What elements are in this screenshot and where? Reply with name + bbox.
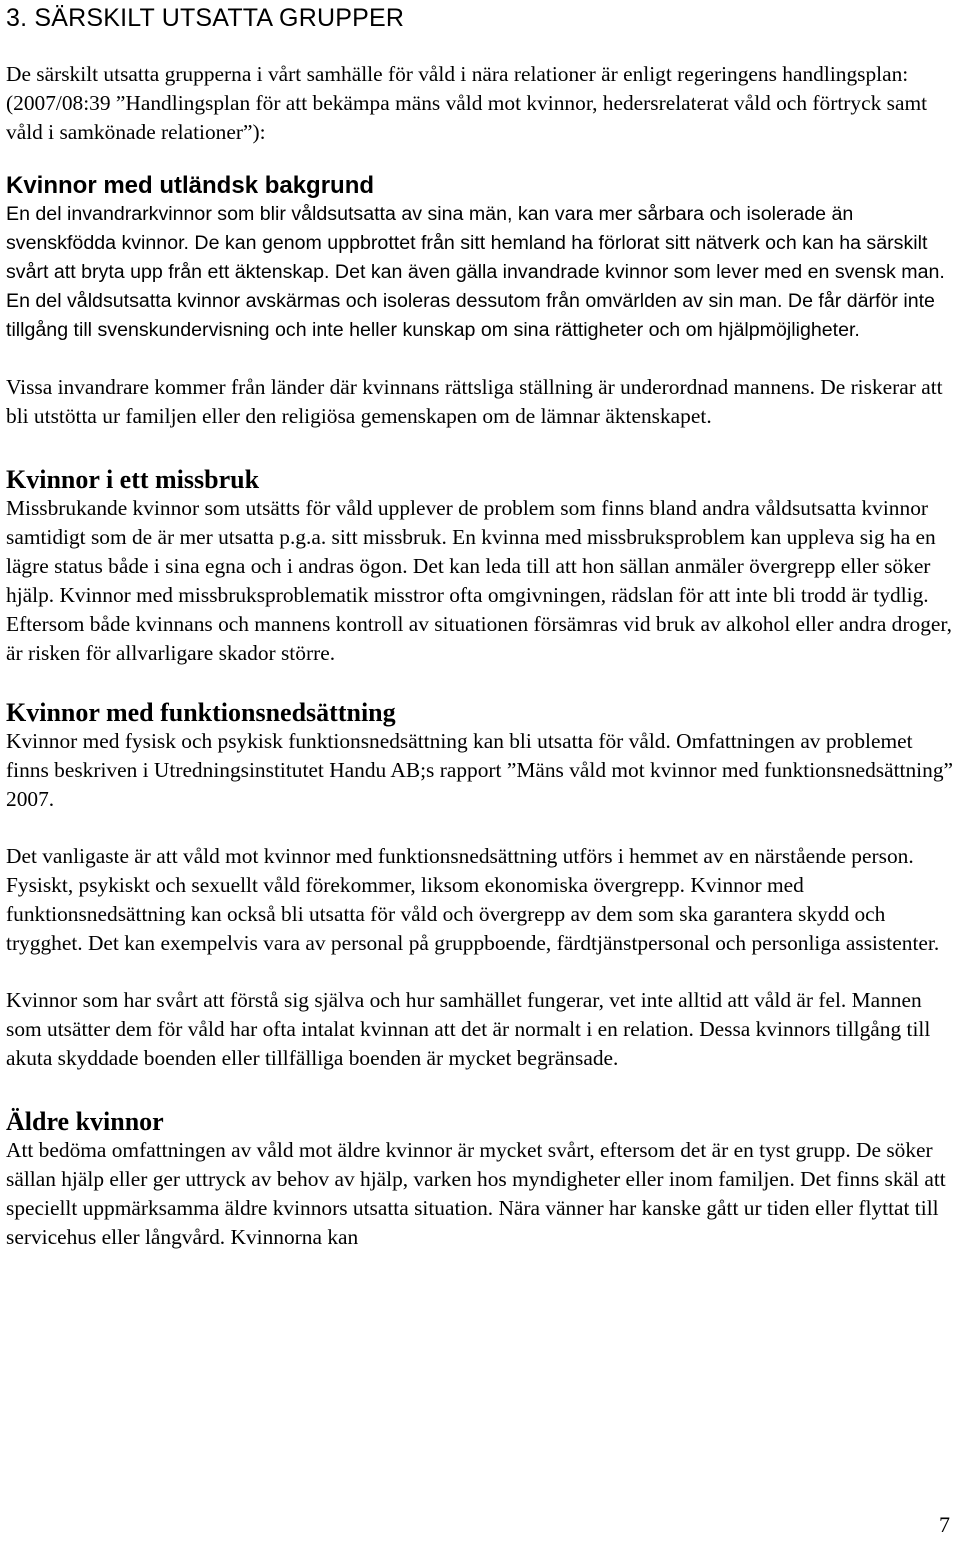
- section-paragraph: Kvinnor som har svårt att förstå sig själva och hur samhället fungerar, vet inte alltid att våld är fel. Mannen som utsätter dem för våld har ofta intalat kvinnan att det är normalt i en relation. Dessa kvinnors tillgång till akuta skyddade boenden eller tillfälliga boenden är mycket begränsade.: [6, 988, 931, 1070]
- section-paragraph: En del invandrarkvinnor som blir våldsutsatta av sina män, kan vara mer sårbara och isolerade än svenskfödda kvinnor. De kan genom uppbrottet från sitt hemland ha förlorat sitt nätverk och kan ha särskilt svårt att bryta upp från ett äktenskap. Det kan även gälla invandrade kvinnor som lever med en svensk man. En del våldsutsatta kvinnor avskärmas och isoleras dessutom från omvärlden av sin man. De får därför inte tillgång till svenskundervisning och inte heller kunskap om sina rättigheter och om hjälpmöjligheter.: [6, 203, 945, 341]
- section-heading-elderly-women: Äldre kvinnor: [6, 1107, 164, 1136]
- section-paragraph: Vissa invandrare kommer från länder där kvinnans rättsliga ställning är underordnad mannens. De riskerar att bli utstötta ur familjen eller den religiösa gemenskapen om de lämnar äktenskapet.: [6, 375, 943, 428]
- section-paragraph: Att bedöma omfattningen av våld mot äldre kvinnor är mycket svårt, eftersom det är en tyst grupp. De söker sällan hjälp eller ger uttryck av behov av hjälp, varken hos myndigheter eller inom familjen. Det finns skäl att speciellt uppmärksamma äldre kvinnors utsatta situation. Nära vänner har kanske gått ur tiden eller flyttat till servicehus eller långvård. Kvinnorna kan: [6, 1138, 946, 1249]
- chapter-title: 3. SÄRSKILT UTSATTA GRUPPER: [6, 4, 405, 32]
- intro-paragraph: De särskilt utsatta grupperna i vårt samhälle för våld i nära relationer är enligt regeringens handlingsplan: (2007/08:39 ”Handlingsplan för att bekämpa mäns våld mot kvinnor, hedersrelaterat våld och förtryck samt våld i samkönade relationer”):: [6, 62, 928, 144]
- document-page: [6, 0, 954, 1252]
- page-number: 7: [939, 1512, 950, 1537]
- section-paragraph: Kvinnor med fysisk och psykisk funktionsnedsättning kan bli utsatta för våld. Omfattningen av problemet finns beskriven i Utredningsinstitutet Handu AB;s rapport ”Mäns våld mot kvinnor med funktionsnedsättning” 2007.: [6, 729, 954, 811]
- section-heading-disability: Kvinnor med funktionsnedsättning: [6, 698, 396, 727]
- section-paragraph: Missbrukande kvinnor som utsätts för våld upplever de problem som finns bland andra våldsutsatta kvinnor samtidigt som de är mer utsatta p.g.a. sitt missbruk. En kvinna med missbruksproblem kan uppleva sig ha en lägre status både i sina egna och i andras ögon. Det kan leda till att hon sällan anmäler övergrepp eller söker hjälp. Kvinnor med missbruksproblematik misstror ofta omgivningen, rädslan för att inte bli trodd är tydlig. Eftersom både kvinnans och mannens kontroll av situationen försämras vid bruk av alkohol eller andra droger, är risken för allvarligare skador större.: [6, 496, 953, 665]
- section-paragraph: Det vanligaste är att våld mot kvinnor med funktionsnedsättning utförs i hemmet av en närstående person. Fysiskt, psykiskt och sexuellt våld förekommer, liksom ekonomiska övergrepp. Kvinnor med funktionsnedsättning kan också bli utsatta för våld och övergrepp av dem som ska garantera skydd och trygghet. Det kan exempelvis vara av personal på gruppboende, färdtjänstpersonal och personliga assistenter.: [6, 844, 940, 955]
- section-heading-foreign-background: Kvinnor med utländsk bakgrund: [6, 172, 375, 199]
- section-heading-substance-abuse: Kvinnor i ett missbruk: [6, 465, 260, 494]
